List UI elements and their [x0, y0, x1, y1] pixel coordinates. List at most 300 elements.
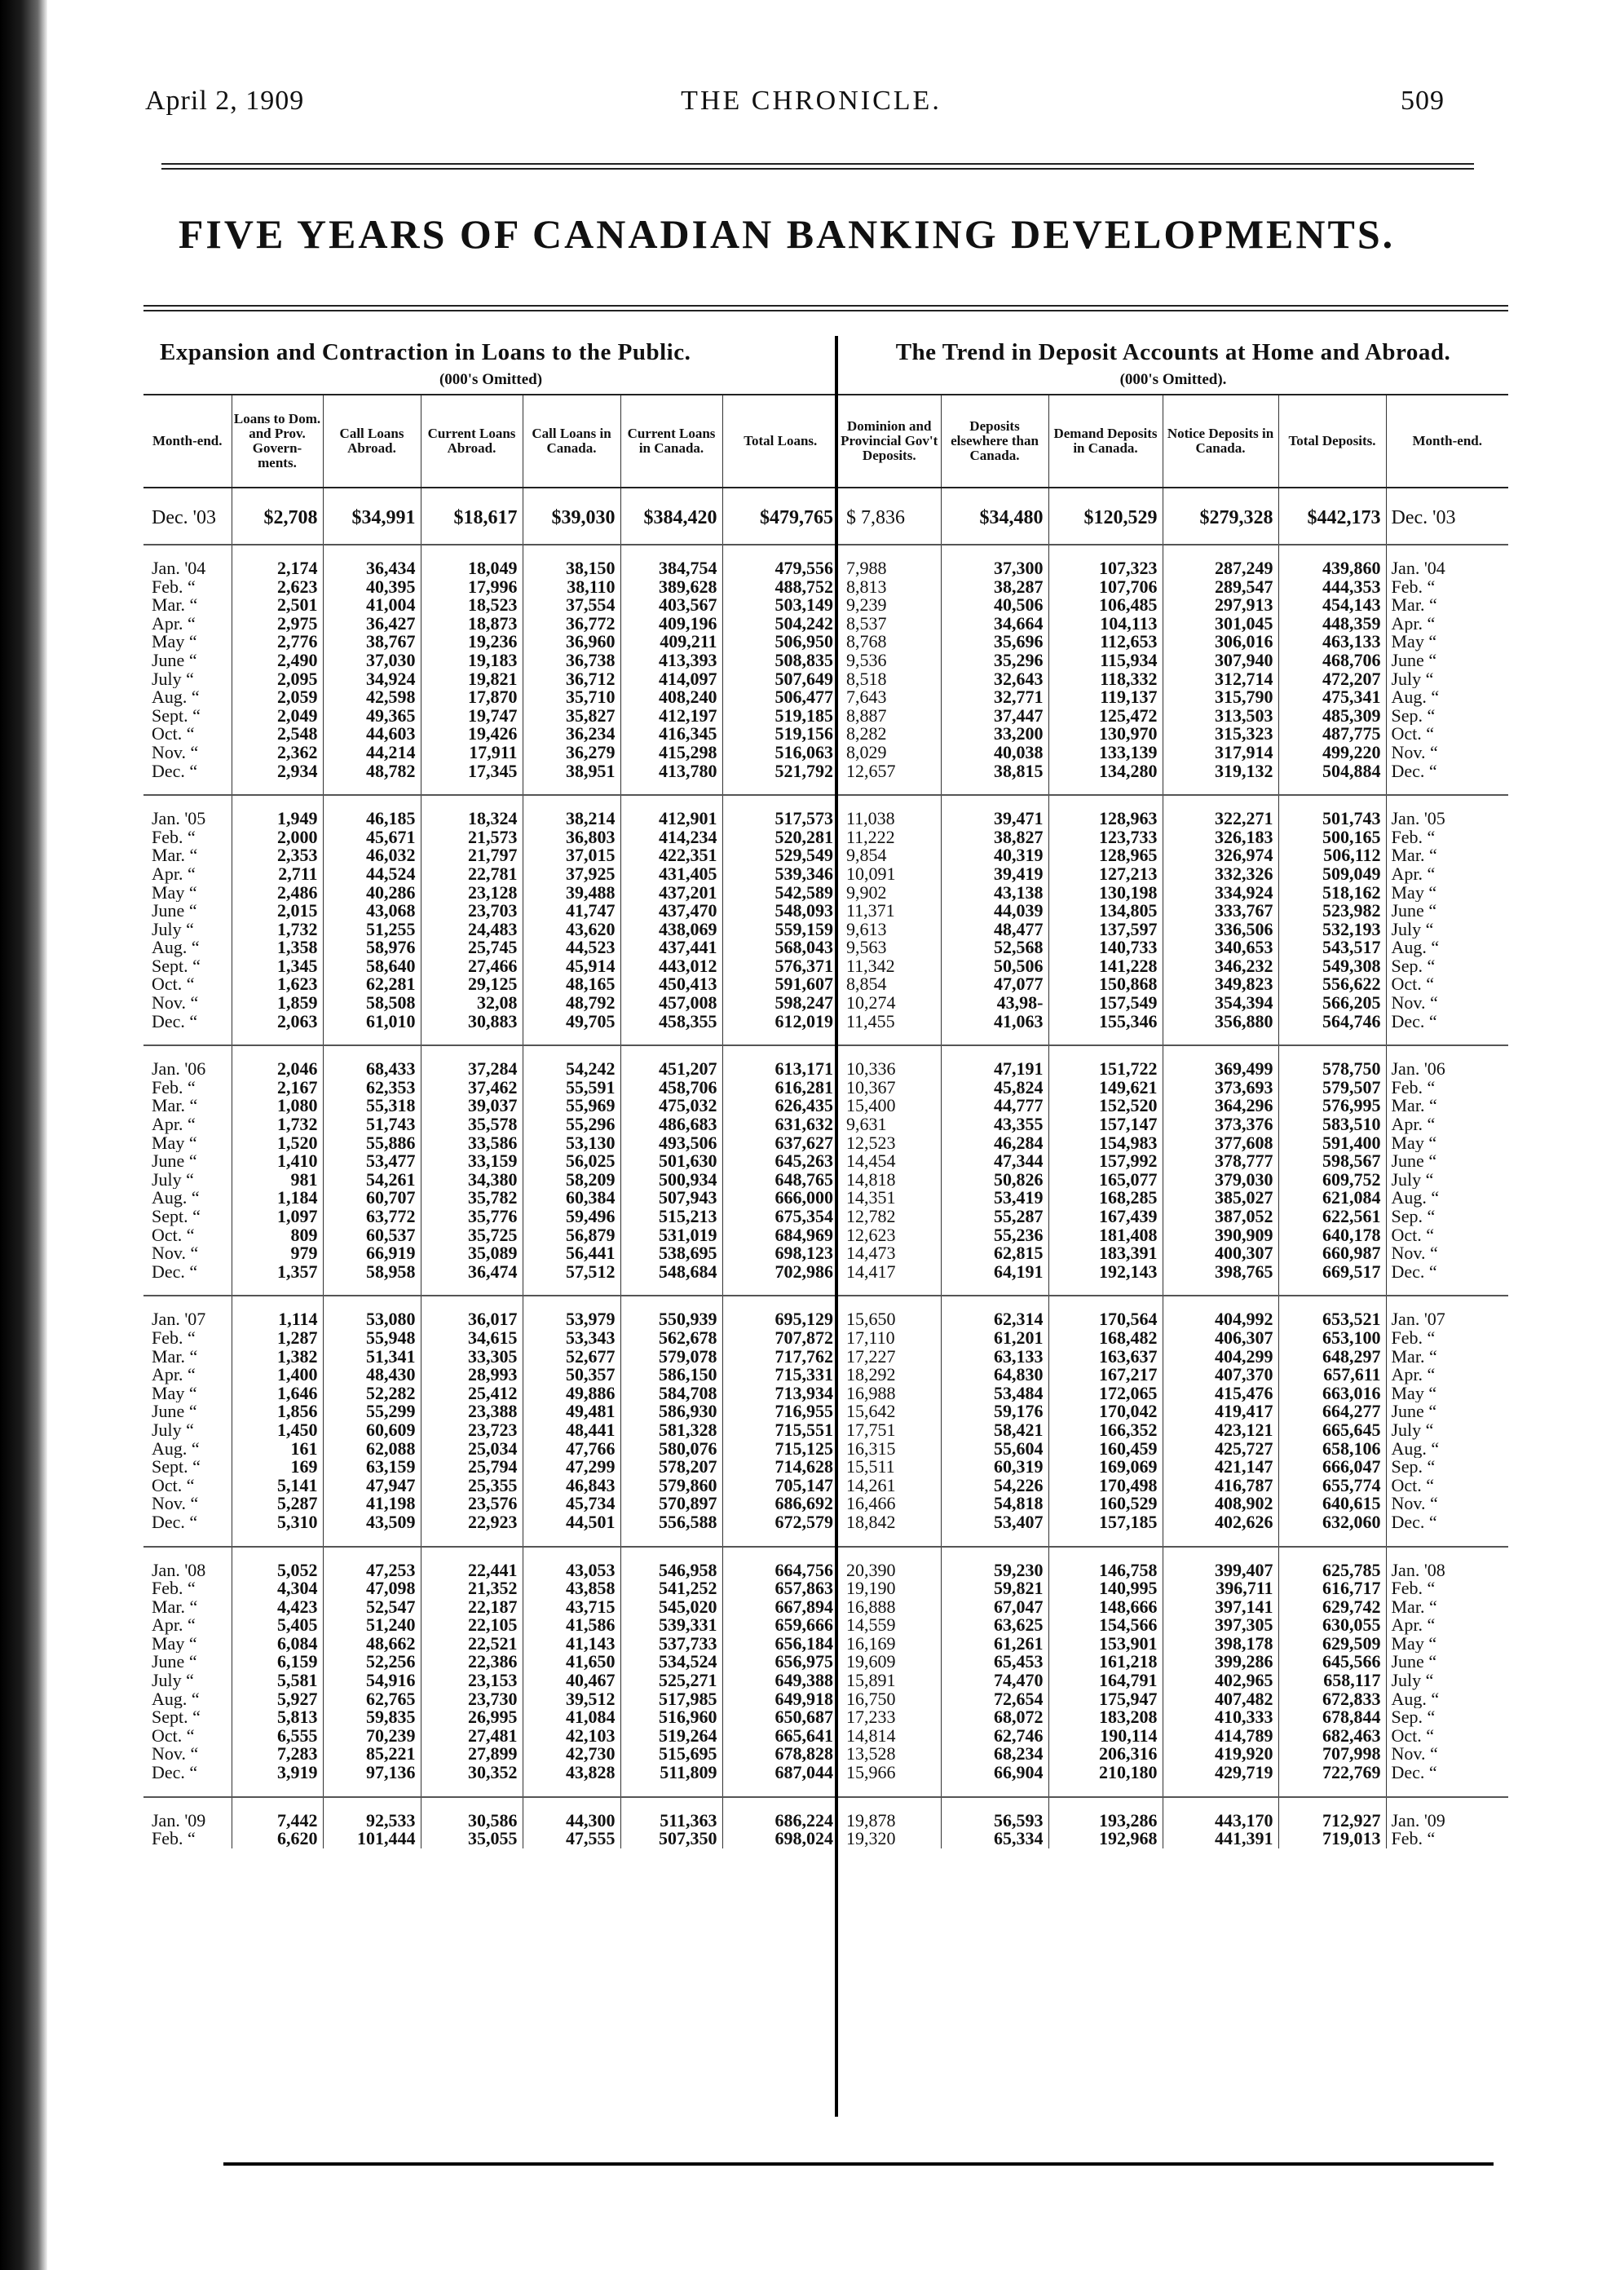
loans-cell: 631,632: [722, 1115, 838, 1134]
loans-cell: 3,919: [232, 1764, 323, 1797]
loans-cell: 443,012: [620, 957, 722, 976]
loans-cell: 44,214: [323, 744, 421, 762]
deposits-cell: 448,359: [1278, 615, 1386, 634]
loans-table-row: [143, 1329, 838, 1348]
deposits-cell: 43,138: [941, 884, 1048, 903]
deposits-cell: 663,016: [1278, 1385, 1386, 1403]
book-spine-shadow: [0, 0, 47, 2270]
loans-cell: 60,537: [323, 1226, 421, 1245]
loans-cell: 437,201: [620, 884, 722, 903]
deposits-cell: 166,352: [1048, 1421, 1163, 1440]
loans-table-row: [143, 545, 838, 578]
deposits-cell: 472,207: [1278, 670, 1386, 689]
loans-cell: 39,037: [421, 1097, 523, 1115]
deposits-cell: 346,232: [1163, 957, 1278, 976]
loans-cell: 38,951: [523, 762, 620, 796]
loans-cell: 650,687: [722, 1708, 838, 1727]
loans-cell: 707,872: [722, 1329, 838, 1348]
loans-cell: 47,253: [323, 1547, 421, 1580]
deposits-cell: 317,914: [1163, 744, 1278, 762]
loans-cell: 37,554: [523, 596, 620, 615]
journal-name: THE CHRONICLE.: [681, 86, 942, 116]
deposits-cell: 653,521: [1278, 1296, 1386, 1329]
loans-cell: 47,766: [523, 1440, 620, 1459]
deposits-cell: 707,998: [1278, 1745, 1386, 1764]
loans-section: [143, 336, 838, 1848]
deposits-cell: 19,878: [846, 1809, 896, 1831]
loans-table-row: [143, 1616, 838, 1635]
loans-cell: 507,943: [620, 1189, 722, 1208]
loans-cell: Dec. “: [143, 762, 232, 796]
loans-table-row: [143, 1797, 838, 1831]
deposits-cell: 591,400: [1278, 1134, 1386, 1153]
deposits-cell: 50,506: [941, 957, 1048, 976]
loans-cell: 40,467: [523, 1672, 620, 1690]
loans-cell: 667,894: [722, 1598, 838, 1617]
loans-cell: 504,242: [722, 615, 838, 634]
loans-cell: 34,380: [421, 1171, 523, 1190]
loans-cell: June “: [152, 1653, 197, 1672]
deposits-cell: 682,463: [1278, 1727, 1386, 1746]
deposits-cell: 47,077: [941, 975, 1048, 994]
loans-cell: 53,979: [523, 1296, 620, 1329]
loans-cell: July “: [152, 669, 194, 689]
loans-cell: 19,236: [421, 633, 523, 651]
deposits-cell: 13,528: [846, 1745, 896, 1764]
loans-cell: 19,426: [421, 725, 523, 744]
loans-cell: Jan. '08: [152, 1559, 206, 1580]
deposits-cell: Sep. “: [1386, 1708, 1508, 1727]
loans-cell: 18,523: [421, 596, 523, 615]
loans-table-row: [143, 975, 838, 994]
deposits-cell: 160,529: [1048, 1495, 1163, 1513]
deposits-cell: 629,742: [1278, 1598, 1386, 1617]
deposits-cell: 54,818: [941, 1495, 1048, 1513]
loans-cell: 576,371: [722, 957, 838, 976]
deposits-cell: 45,824: [941, 1079, 1048, 1097]
deposits-cell: 16,988: [846, 1384, 896, 1403]
loans-cell: Mar. “: [152, 1597, 198, 1617]
loans-cell: 529,549: [722, 846, 838, 865]
deposits-col-header: Month-end.: [1386, 395, 1508, 488]
deposits-cell: Mar. “: [1386, 1097, 1508, 1115]
loans-cell: 1,732: [232, 1115, 323, 1134]
loans-cell: 438,069: [620, 921, 722, 939]
deposits-cell: 397,305: [1163, 1616, 1278, 1635]
deposits-table-row: [838, 1477, 1508, 1495]
deposits-cell: 369,499: [1163, 1045, 1278, 1079]
deposits-cell: Jan. '08: [1386, 1547, 1508, 1580]
loans-cell: 412,197: [620, 707, 722, 726]
deposits-cell: 14,473: [846, 1244, 896, 1263]
loans-cell: 1,646: [232, 1385, 323, 1403]
loans-cell: 1,287: [232, 1329, 323, 1348]
loans-cell: 51,743: [323, 1115, 421, 1134]
deposits-table-row: [838, 1115, 1508, 1134]
deposits-cell: 390,909: [1163, 1226, 1278, 1245]
loans-cell: 409,211: [620, 633, 722, 651]
deposits-cell: 32,643: [941, 670, 1048, 689]
loans-cell: 656,184: [722, 1635, 838, 1654]
deposits-cell: 53,407: [941, 1513, 1048, 1547]
deposits-cell: 167,439: [1048, 1208, 1163, 1226]
loans-cell: 521,792: [722, 762, 838, 796]
loans-cell: 59,496: [523, 1208, 620, 1226]
loans-table-row: [143, 795, 838, 828]
loans-cell: 1,450: [232, 1421, 323, 1440]
deposits-cell: 16,888: [846, 1597, 896, 1617]
loans-cell: 579,860: [620, 1477, 722, 1495]
deposits-cell: 655,774: [1278, 1477, 1386, 1495]
deposits-cell: 7,988: [846, 558, 887, 578]
deposits-cell: 18,842: [838, 1513, 941, 1547]
loans-cell: 45,671: [323, 828, 421, 847]
deposits-table-row: [838, 744, 1508, 762]
deposits-cell: Mar. “: [1386, 596, 1508, 615]
deposits-cell: 373,376: [1163, 1115, 1278, 1134]
deposits-cell: 140,995: [1048, 1579, 1163, 1598]
deposits-cell: 648,297: [1278, 1348, 1386, 1367]
loans-cell: 43,068: [323, 902, 421, 921]
loans-cell: 33,305: [421, 1348, 523, 1367]
deposits-col-header: Demand Deposits in Canada.: [1048, 395, 1163, 488]
deposits-cell: 402,626: [1163, 1513, 1278, 1547]
deposits-base-row: [838, 488, 1508, 545]
loans-cell: 35,578: [421, 1115, 523, 1134]
loans-cell: 25,034: [421, 1440, 523, 1459]
loans-cell: 17,870: [421, 688, 523, 707]
deposits-cell: 485,309: [1278, 707, 1386, 726]
deposits-cell: 50,826: [941, 1171, 1048, 1190]
deposits-cell: Dec. “: [1386, 1764, 1508, 1797]
loans-cell: 403,567: [620, 596, 722, 615]
deposits-col-header: Dominion and Provincial Gov't Deposits.: [838, 395, 941, 488]
deposits-cell: June “: [1386, 902, 1508, 921]
loans-cell: 437,470: [620, 902, 722, 921]
deposits-cell: Feb. “: [1386, 1079, 1508, 1097]
loans-table-row: [143, 846, 838, 865]
deposits-cell: Nov. “: [1386, 1244, 1508, 1263]
loans-cell: 48,165: [523, 975, 620, 994]
loans-table-row: [143, 1152, 838, 1171]
deposits-table-row: [838, 1097, 1508, 1115]
deposits-cell: 130,970: [1048, 725, 1163, 744]
deposits-cell: 44,039: [941, 902, 1048, 921]
deposits-cell: 165,077: [1048, 1171, 1163, 1190]
deposits-cell: 377,608: [1163, 1134, 1278, 1153]
deposits-cell: 153,901: [1048, 1635, 1163, 1654]
loans-table: [143, 394, 838, 1848]
loans-cell: 500,934: [620, 1171, 722, 1190]
deposits-cell: 578,750: [1278, 1045, 1386, 1079]
deposits-cell: 14,818: [846, 1170, 896, 1190]
loans-cell: Jan. '09: [152, 1809, 206, 1831]
loans-cell: 2,353: [232, 846, 323, 865]
loans-cell: Apr. “: [152, 1115, 196, 1134]
deposits-cell: 61,201: [941, 1329, 1048, 1348]
deposits-cell: Nov. “: [1386, 1495, 1508, 1513]
loans-cell: $2,708: [232, 488, 323, 545]
loans-cell: 702,986: [722, 1263, 838, 1296]
loans-cell: 384,754: [620, 545, 722, 578]
deposits-table-row: [838, 1672, 1508, 1690]
deposits-cell: 170,498: [1048, 1477, 1163, 1495]
loans-cell: 22,521: [421, 1635, 523, 1654]
deposits-cell: 543,517: [1278, 938, 1386, 957]
loans-col-header: Call Loans in Canada.: [523, 395, 620, 488]
loans-cell: 41,747: [523, 902, 620, 921]
loans-cell: 2,046: [232, 1045, 323, 1079]
loans-cell: 36,960: [523, 633, 620, 651]
loans-cell: Jan. '04: [152, 558, 206, 578]
loans-cell: 43,828: [523, 1764, 620, 1797]
loans-cell: 23,576: [421, 1495, 523, 1513]
loans-cell: 1,358: [232, 938, 323, 957]
deposits-cell: 9,613: [846, 920, 887, 939]
deposits-cell: 14,559: [846, 1616, 896, 1635]
loans-table-row: [143, 1296, 838, 1329]
deposits-cell: 423,121: [1163, 1421, 1278, 1440]
loans-col-header: Month-end.: [143, 395, 232, 488]
loans-cell: 48,662: [323, 1635, 421, 1654]
loans-cell: 41,650: [523, 1653, 620, 1672]
loans-cell: 416,345: [620, 725, 722, 744]
deposits-cell: 315,323: [1163, 725, 1278, 744]
deposits-cell: 349,823: [1163, 975, 1278, 994]
deposits-cell: Dec. “: [1386, 1513, 1508, 1547]
loans-cell: Aug. “: [152, 688, 200, 707]
loans-cell: Sept. “: [152, 1708, 201, 1727]
loans-cell: 44,603: [323, 725, 421, 744]
loans-cell: 1,400: [232, 1366, 323, 1385]
deposits-title: The Trend in Deposit Accounts at Home and Abroad.: [895, 339, 1451, 365]
loans-table-row: [143, 1013, 838, 1046]
loans-table-row: [143, 1513, 838, 1547]
loans-cell: 657,863: [722, 1579, 838, 1598]
deposits-cell: July “: [1386, 1171, 1508, 1190]
loans-cell: 506,950: [722, 633, 838, 651]
deposits-cell: 664,277: [1278, 1402, 1386, 1421]
deposits-cell: 319,132: [1163, 762, 1278, 796]
loans-cell: 5,310: [232, 1513, 323, 1547]
deposits-table-row: [838, 1385, 1508, 1403]
loans-cell: 35,782: [421, 1189, 523, 1208]
deposits-table-row: [838, 1402, 1508, 1421]
loans-cell: 503,149: [722, 596, 838, 615]
deposits-table-row: [838, 707, 1508, 726]
loans-cell: 542,589: [722, 884, 838, 903]
deposits-cell: 56,593: [941, 1797, 1048, 1831]
loans-cell: Dec. “: [143, 1513, 232, 1547]
loans-col-header: Loans to Dom. and Prov. Govern-ments.: [232, 395, 323, 488]
loans-table-row: [143, 633, 838, 651]
loans-cell: 17,996: [421, 578, 523, 597]
loans-cell: 5,287: [232, 1495, 323, 1513]
loans-cell: 44,300: [523, 1797, 620, 1831]
deposits-cell: 444,353: [1278, 578, 1386, 597]
loans-cell: 716,955: [722, 1402, 838, 1421]
loans-cell: Sept. “: [152, 1208, 201, 1226]
loans-cell: 54,916: [323, 1672, 421, 1690]
deposits-cell: 68,072: [941, 1708, 1048, 1727]
deposits-cell: 17,233: [846, 1708, 896, 1727]
loans-cell: 22,781: [421, 865, 523, 884]
loans-cell: 637,627: [722, 1134, 838, 1153]
loans-cell: 1,732: [232, 921, 323, 939]
loans-table-row: [143, 1495, 838, 1513]
deposits-table-row: [838, 1134, 1508, 1153]
deposits-cell: Aug. “: [1386, 688, 1508, 707]
loans-cell: 616,281: [722, 1079, 838, 1097]
loans-table-row: [143, 884, 838, 903]
deposits-cell: 419,920: [1163, 1745, 1278, 1764]
loans-cell: 2,174: [232, 545, 323, 578]
loans-cell: 22,187: [421, 1598, 523, 1617]
loans-cell: 53,130: [523, 1134, 620, 1153]
deposits-cell: 133,139: [1048, 744, 1163, 762]
deposits-table-row: [838, 688, 1508, 707]
deposits-cell: Mar. “: [1386, 1348, 1508, 1367]
loans-cell: 52,547: [323, 1598, 421, 1617]
deposits-cell: 37,447: [941, 707, 1048, 726]
deposits-table-row: [838, 1208, 1508, 1226]
loans-cell: 612,019: [722, 1013, 838, 1046]
loans-cell: 507,350: [620, 1830, 722, 1848]
loans-cell: 1,856: [232, 1402, 323, 1421]
loans-cell: 37,030: [323, 651, 421, 670]
loans-cell: 1,345: [232, 957, 323, 976]
loans-cell: 715,331: [722, 1366, 838, 1385]
deposits-cell: Apr. “: [1386, 1115, 1508, 1134]
deposits-cell: 38,287: [941, 578, 1048, 597]
deposits-cell: 55,287: [941, 1208, 1048, 1226]
deposits-cell: 47,344: [941, 1152, 1048, 1171]
deposits-cell: 39,471: [941, 795, 1048, 828]
deposits-cell: 441,391: [1163, 1830, 1278, 1848]
loans-cell: 389,628: [620, 578, 722, 597]
deposits-cell: 169,069: [1048, 1458, 1163, 1477]
loans-cell: 2,548: [232, 725, 323, 744]
loans-cell: 6,555: [232, 1727, 323, 1746]
loans-cell: 35,089: [421, 1244, 523, 1263]
deposits-table-row: [838, 1171, 1508, 1190]
loans-cell: 58,976: [323, 938, 421, 957]
deposits-cell: Aug. “: [1386, 1440, 1508, 1459]
loans-cell: 695,129: [722, 1296, 838, 1329]
deposits-cell: Jan. '09: [1386, 1797, 1508, 1831]
loans-cell: 23,388: [421, 1402, 523, 1421]
loans-cell: 666,000: [722, 1189, 838, 1208]
deposits-cell: July “: [1386, 921, 1508, 939]
loans-table-row: [143, 1458, 838, 1477]
loans-cell: Nov. “: [152, 1244, 199, 1263]
deposits-cell: 379,030: [1163, 1171, 1278, 1190]
loans-cell: 458,355: [620, 1013, 722, 1046]
header-rule: [161, 163, 1474, 165]
loans-cell: 22,923: [421, 1513, 523, 1547]
loans-table-row: [143, 1079, 838, 1097]
deposits-cell: 9,854: [846, 846, 887, 865]
loans-cell: Feb. “: [152, 1830, 196, 1848]
loans-cell: 36,017: [421, 1296, 523, 1329]
loans-cell: 33,586: [421, 1134, 523, 1153]
loans-col-header: Current Loans in Canada.: [620, 395, 722, 488]
loans-cell: 161: [232, 1440, 323, 1459]
deposits-cell: June “: [1386, 1152, 1508, 1171]
loans-table-row: [143, 1171, 838, 1190]
deposits-cell: 8,537: [846, 614, 887, 634]
deposits-cell: 579,507: [1278, 1079, 1386, 1097]
loans-cell: 25,412: [421, 1385, 523, 1403]
page-title: FIVE YEARS OF CANADIAN BANKING DEVELOPMENTS.: [178, 211, 1396, 257]
loans-cell: May “: [152, 883, 197, 903]
loans-cell: 23,703: [421, 902, 523, 921]
deposits-cell: 14,261: [846, 1476, 896, 1495]
loans-cell: 488,752: [722, 578, 838, 597]
loans-cell: 18,873: [421, 615, 523, 634]
loans-table-row: [143, 1189, 838, 1208]
deposits-cell: Mar. “: [1386, 846, 1508, 865]
loans-cell: 55,948: [323, 1329, 421, 1348]
deposits-table-row: [838, 828, 1508, 847]
loans-cell: Feb. “: [152, 577, 196, 597]
deposits-cell: 47,191: [941, 1045, 1048, 1079]
deposits-cell: 55,236: [941, 1226, 1048, 1245]
loans-table-row: [143, 994, 838, 1013]
loans-cell: 92,533: [323, 1797, 421, 1831]
deposits-cell: 289,547: [1163, 578, 1278, 597]
loans-cell: 70,239: [323, 1727, 421, 1746]
deposits-cell: 506,112: [1278, 846, 1386, 865]
loans-cell: 30,883: [421, 1013, 523, 1046]
deposits-cell: 407,370: [1163, 1366, 1278, 1385]
deposits-cell: 8,887: [846, 706, 887, 726]
deposits-cell: 556,622: [1278, 975, 1386, 994]
loans-table-row: [143, 1348, 838, 1367]
loans-table-row: [143, 957, 838, 976]
deposits-cell: 439,860: [1278, 545, 1386, 578]
loans-cell: 97,136: [323, 1764, 421, 1797]
deposits-cell: 297,913: [1163, 596, 1278, 615]
deposits-cell: Apr. “: [1386, 1366, 1508, 1385]
loans-cell: 59,835: [323, 1708, 421, 1727]
loans-cell: 27,481: [421, 1727, 523, 1746]
deposits-cell: 170,564: [1048, 1296, 1163, 1329]
deposits-cell: 118,332: [1048, 670, 1163, 689]
loans-cell: 43,509: [323, 1513, 421, 1547]
loans-cell: 648,765: [722, 1171, 838, 1190]
deposits-table-row: [838, 1296, 1508, 1329]
deposits-cell: 397,141: [1163, 1598, 1278, 1617]
deposits-table-row: [838, 1635, 1508, 1654]
loans-cell: $34,991: [323, 488, 421, 545]
loans-cell: 44,501: [523, 1513, 620, 1547]
loans-cell: 51,240: [323, 1616, 421, 1635]
deposits-table-row: [838, 1013, 1508, 1046]
loans-table-row: [143, 1745, 838, 1764]
loans-table-row: [143, 938, 838, 957]
deposits-cell: 168,482: [1048, 1329, 1163, 1348]
deposits-cell: 632,060: [1278, 1513, 1386, 1547]
deposits-cell: 39,419: [941, 865, 1048, 884]
deposits-col-header: Notice Deposits in Canada.: [1163, 395, 1278, 488]
deposits-cell: 719,013: [1278, 1830, 1386, 1848]
deposits-cell: 421,147: [1163, 1458, 1278, 1477]
loans-cell: 715,125: [722, 1440, 838, 1459]
loans-cell: 1,382: [232, 1348, 323, 1367]
loans-cell: 47,947: [323, 1477, 421, 1495]
deposits-cell: 404,299: [1163, 1348, 1278, 1367]
